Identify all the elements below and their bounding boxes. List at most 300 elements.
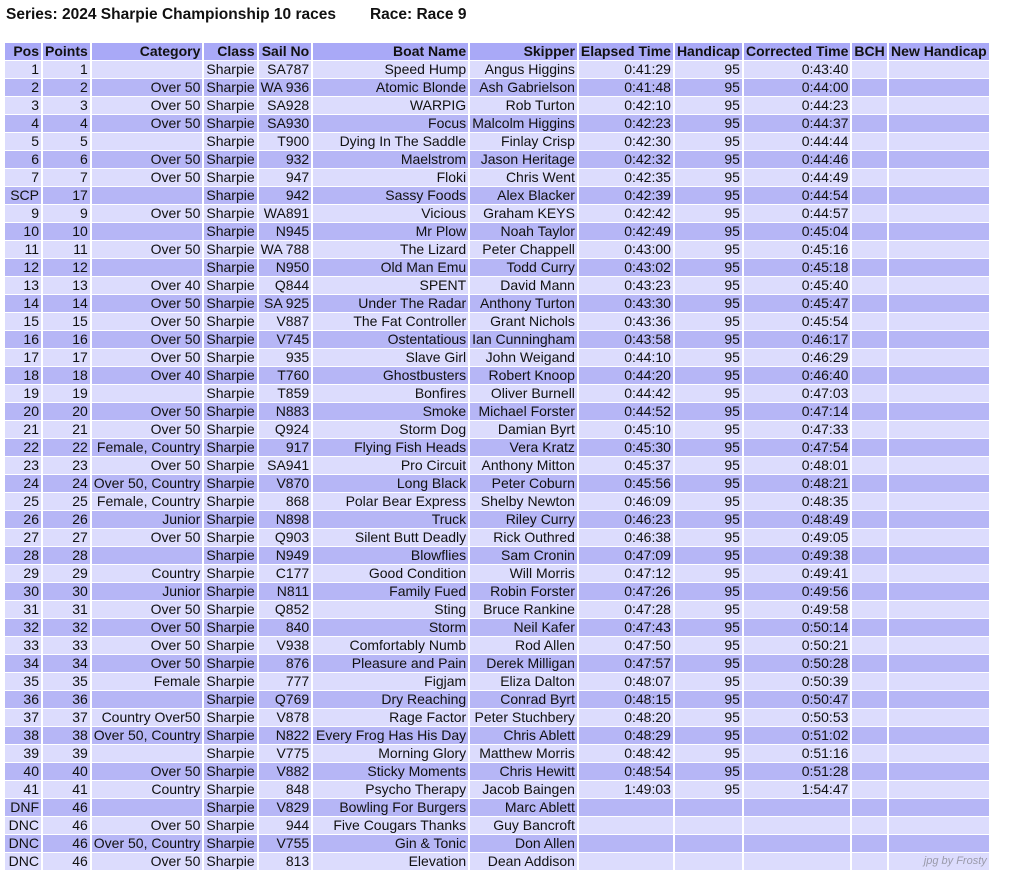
cell-bch [852,169,886,186]
cell-corrected-time [744,835,850,852]
cell-category: Over 40 [92,367,203,384]
cell-bch [852,511,886,528]
cell-corrected-time: 0:44:46 [744,151,850,168]
cell-points: 26 [43,511,90,528]
cell-boat-name: Atomic Blonde [313,79,468,96]
cell-points: 31 [43,601,90,618]
cell-pos: 14 [5,295,41,312]
cell-bch [852,421,886,438]
cell-bch [852,781,886,798]
cell-category [92,259,203,276]
cell-new-handicap [889,673,989,690]
cell-points: 12 [43,259,90,276]
cell-bch [852,187,886,204]
table-row [5,763,989,780]
cell-boat-name: Vicious [313,205,468,222]
table-row [5,403,989,420]
cell-handicap: 95 [675,61,742,78]
cell-pos: 1 [5,61,41,78]
cell-boat-name: Storm Dog [313,421,468,438]
cell-corrected-time: 0:48:35 [744,493,850,510]
table-row [5,511,989,528]
cell-boat-name: Polar Bear Express [313,493,468,510]
cell-skipper: Rob Turton [470,97,577,114]
cell-corrected-time: 0:44:57 [744,205,850,222]
cell-boat-name: Speed Hump [313,61,468,78]
cell-new-handicap [889,421,989,438]
cell-skipper: Noah Taylor [470,223,577,240]
cell-bch [852,601,886,618]
cell-sail-no: V829 [259,799,312,816]
cell-new-handicap [889,835,989,852]
cell-boat-name: The Lizard [313,241,468,258]
cell-new-handicap [889,331,989,348]
cell-class: Sharpie [206,511,255,527]
cell-skipper: Don Allen [470,835,577,852]
cell-sail-no: N949 [259,547,312,564]
cell-corrected-time: 0:49:58 [744,601,850,618]
cell-class: Sharpie [206,223,255,239]
cell-skipper: Matthew Morris [470,745,577,762]
cell-points: 39 [43,745,90,762]
cell-handicap: 95 [675,493,742,510]
cell-category: Over 50, Country [93,835,201,851]
cell-points: 18 [43,367,90,384]
cell-category: Female [92,673,203,690]
cell-class: Sharpie [206,655,255,671]
cell-elapsed-time: 0:47:09 [579,547,673,564]
cell-elapsed-time: 0:46:09 [579,493,673,510]
cell-elapsed-time: 0:42:32 [579,151,673,168]
cell-points: 5 [43,133,90,150]
cell-new-handicap [889,187,989,204]
cell-bch [852,547,886,564]
cell-new-handicap [889,151,989,168]
cell-corrected-time: 0:45:40 [744,277,850,294]
cell-elapsed-time: 0:45:56 [579,475,673,492]
cell-boat-name: Bonfires [313,385,468,402]
cell-corrected-time: 0:45:54 [744,313,850,330]
cell-boat-name: Truck [313,511,468,528]
cell-points: 30 [43,583,90,600]
cell-sail-no: Q903 [259,529,312,546]
cell-points: 23 [43,457,90,474]
cell-elapsed-time: 0:47:57 [579,655,673,672]
cell-handicap: 95 [675,601,742,618]
cell-skipper: Ian Cunningham [472,331,575,347]
cell-corrected-time: 0:44:54 [744,187,850,204]
cell-corrected-time: 0:44:23 [744,97,850,114]
cell-boat-name: Silent Butt Deadly [313,529,468,546]
cell-boat-name: The Fat Controller [313,313,468,330]
cell-boat-name: Focus [313,115,468,132]
cell-elapsed-time: 0:44:42 [579,385,673,402]
cell-class: Sharpie [206,727,255,743]
cell-category [92,799,203,816]
series-title: Series: 2024 Sharpie Championship 10 races [6,6,336,23]
cell-class: Sharpie [206,385,255,401]
cell-corrected-time: 0:47:33 [744,421,850,438]
cell-handicap: 95 [675,259,742,276]
cell-skipper: Peter Coburn [470,475,577,492]
cell-sail-no: V755 [259,835,312,852]
cell-corrected-time: 0:44:00 [744,79,850,96]
cell-category [92,223,203,240]
cell-pos: 41 [5,781,41,798]
cell-bch [852,745,886,762]
cell-class: Sharpie [206,79,255,95]
cell-skipper: Chris Hewitt [470,763,577,780]
cell-sail-no: Q852 [259,601,312,618]
cell-class: Sharpie [206,349,255,365]
cell-points: 7 [43,169,90,186]
cell-bch [852,61,886,78]
cell-bch [852,385,886,402]
cell-elapsed-time: 0:41:48 [579,79,673,96]
table-row [5,493,989,510]
cell-skipper: Grant Nichols [470,313,577,330]
cell-skipper: Finlay Crisp [470,133,577,150]
cell-elapsed-time: 0:44:20 [579,367,673,384]
cell-corrected-time: 0:49:41 [744,565,850,582]
cell-corrected-time: 0:50:53 [744,709,850,726]
cell-skipper: Shelby Newton [470,493,577,510]
cell-new-handicap [889,547,989,564]
cell-new-handicap [889,655,989,672]
column-header-handicap: Handicap [676,43,740,59]
cell-sail-no: T859 [259,385,312,402]
cell-points: 13 [43,277,90,294]
cell-bch [852,205,886,222]
cell-new-handicap [889,709,989,726]
cell-bch [852,835,886,852]
cell-pos: 25 [5,493,41,510]
cell-sail-no: SA941 [259,457,312,474]
cell-corrected-time: 0:50:39 [744,673,850,690]
cell-pos: DNC [5,853,41,870]
cell-bch [852,619,886,636]
cell-points: 6 [43,151,90,168]
cell-elapsed-time: 0:46:23 [579,511,673,528]
cell-pos: 7 [5,169,41,186]
cell-new-handicap [889,511,989,528]
table-row [5,655,989,672]
table-row [5,295,989,312]
cell-handicap: 95 [675,115,742,132]
cell-category [92,691,203,708]
cell-boat-name: Flying Fish Heads [313,439,468,456]
cell-handicap: 95 [675,457,742,474]
cell-points: 32 [43,619,90,636]
cell-category: Over 50, Country [93,475,201,491]
cell-category: Over 50 [92,79,203,96]
cell-bch [852,259,886,276]
cell-new-handicap [889,115,989,132]
table-row [5,115,989,132]
cell-skipper: Anthony Mitton [470,457,577,474]
cell-sail-no: SA930 [259,115,312,132]
cell-new-handicap [889,385,989,402]
cell-boat-name: Dying In The Saddle [313,133,468,150]
column-header-points: Points [45,43,88,59]
cell-skipper: Neil Kafer [470,619,577,636]
cell-points: 29 [43,565,90,582]
cell-points: 46 [43,835,90,852]
cell-bch [852,799,886,816]
cell-handicap: 95 [675,169,742,186]
cell-points: 11 [43,241,90,258]
cell-points: 40 [43,763,90,780]
cell-bch [852,655,886,672]
cell-boat-name: Five Cougars Thanks [313,817,468,834]
cell-skipper: Anthony Turton [470,295,577,312]
cell-corrected-time: 0:43:40 [744,61,850,78]
cell-elapsed-time: 0:47:43 [579,619,673,636]
cell-sail-no: V882 [259,763,312,780]
cell-class: Sharpie [206,313,255,329]
cell-skipper: Sam Cronin [470,547,577,564]
cell-skipper: John Weigand [470,349,577,366]
cell-bch [852,115,886,132]
results-table [3,42,991,871]
cell-category [92,547,203,564]
cell-corrected-time: 0:50:47 [744,691,850,708]
table-row [5,241,989,258]
table-row [5,619,989,636]
cell-elapsed-time: 0:43:30 [579,295,673,312]
cell-points: 16 [43,331,90,348]
cell-class: Sharpie [206,529,255,545]
cell-class: Sharpie [206,799,255,815]
cell-bch [852,331,886,348]
cell-new-handicap [889,727,989,744]
cell-points: 37 [43,709,90,726]
cell-corrected-time: 0:51:02 [744,727,850,744]
cell-sail-no: V887 [259,313,312,330]
cell-boat-name: Gin & Tonic [313,835,468,852]
cell-handicap: 95 [675,223,742,240]
cell-new-handicap [889,97,989,114]
cell-category: Junior [92,583,203,600]
cell-class: Sharpie [206,817,255,833]
cell-elapsed-time: 0:43:02 [579,259,673,276]
cell-elapsed-time: 0:43:36 [579,313,673,330]
cell-boat-name: Floki [313,169,468,186]
cell-points: 17 [43,349,90,366]
cell-category: Over 50 [92,853,203,870]
table-row [5,277,989,294]
cell-category: Over 40 [92,277,203,294]
cell-sail-no: T760 [259,367,312,384]
cell-pos: 22 [5,439,41,456]
cell-bch [852,241,886,258]
cell-sail-no: 917 [259,439,312,456]
cell-elapsed-time: 0:48:07 [579,673,673,690]
cell-corrected-time: 0:45:18 [744,259,850,276]
cell-class: Sharpie [206,475,255,491]
cell-class: Sharpie [206,691,255,707]
cell-skipper: Robin Forster [470,583,577,600]
cell-points: 46 [43,799,90,816]
cell-category: Female, Country [92,493,203,510]
cell-elapsed-time: 0:43:58 [579,331,673,348]
cell-skipper: Derek Milligan [470,655,577,672]
cell-elapsed-time: 0:48:29 [579,727,673,744]
cell-class: Sharpie [206,583,255,599]
cell-handicap: 95 [675,385,742,402]
header-row [5,43,989,60]
column-header-skipper: Skipper [470,43,577,60]
cell-bch [852,583,886,600]
cell-handicap: 95 [675,151,742,168]
cell-handicap: 95 [675,565,742,582]
cell-pos: DNF [5,799,41,816]
cell-bch [852,457,886,474]
table-row [5,583,989,600]
cell-bch [852,853,886,870]
cell-skipper: Chris Ablett [470,727,577,744]
cell-boat-name: Slave Girl [313,349,468,366]
column-header-class: Class [204,43,256,60]
cell-skipper: Graham KEYS [470,205,577,222]
cell-bch [852,349,886,366]
table-row [5,421,989,438]
column-header-new-handicap: New Handicap [889,43,989,60]
cell-sail-no: WA 936 [260,79,310,95]
cell-handicap: 95 [675,547,742,564]
cell-skipper: Todd Curry [470,259,577,276]
cell-elapsed-time: 0:42:49 [579,223,673,240]
cell-new-handicap [889,475,989,492]
table-row [5,835,989,852]
cell-pos: 26 [5,511,41,528]
cell-pos: 19 [5,385,41,402]
cell-sail-no: Q844 [259,277,312,294]
cell-sail-no: 942 [259,187,312,204]
cell-bch [852,529,886,546]
cell-class: Sharpie [206,565,255,581]
cell-skipper: Malcolm Higgins [470,115,577,132]
cell-handicap: 95 [675,367,742,384]
cell-points: 28 [43,547,90,564]
cell-sail-no: 932 [259,151,312,168]
cell-class: Sharpie [206,745,255,761]
cell-new-handicap [889,817,989,834]
cell-points: 10 [43,223,90,240]
cell-handicap: 95 [675,421,742,438]
cell-new-handicap [889,763,989,780]
cell-sail-no: T900 [259,133,312,150]
cell-corrected-time: 0:44:49 [744,169,850,186]
cell-class: Sharpie [206,835,255,851]
cell-class: Sharpie [206,367,255,383]
cell-elapsed-time: 0:48:20 [579,709,673,726]
cell-corrected-time: 0:51:16 [744,745,850,762]
cell-sail-no: 777 [259,673,312,690]
cell-elapsed-time: 0:42:23 [579,115,673,132]
cell-handicap: 95 [675,313,742,330]
cell-elapsed-time: 0:48:15 [579,691,673,708]
cell-boat-name: Good Condition [313,565,468,582]
cell-skipper: Jason Heritage [470,151,577,168]
cell-handicap: 95 [675,277,742,294]
cell-handicap: 95 [675,331,742,348]
cell-sail-no: N898 [259,511,312,528]
cell-boat-name: Blowflies [313,547,468,564]
cell-elapsed-time: 0:41:29 [579,61,673,78]
cell-bch [852,151,886,168]
cell-skipper: Chris Went [470,169,577,186]
cell-pos: 30 [5,583,41,600]
cell-boat-name: Pleasure and Pain [313,655,468,672]
cell-boat-name: Bowling For Burgers [313,799,468,816]
cell-points: 41 [43,781,90,798]
cell-boat-name: SPENT [313,277,468,294]
cell-points: 24 [43,475,90,492]
table-row [5,331,989,348]
cell-handicap [675,853,742,870]
cell-pos: 32 [5,619,41,636]
cell-pos: 38 [5,727,41,744]
cell-elapsed-time: 1:49:03 [579,781,673,798]
cell-pos: 13 [5,277,41,294]
cell-category: Over 50, Country [93,727,201,743]
cell-points: 9 [43,205,90,222]
cell-handicap: 95 [675,781,742,798]
cell-skipper: Michael Forster [470,403,577,420]
cell-points: 2 [43,79,90,96]
cell-handicap: 95 [675,673,742,690]
cell-new-handicap [889,79,989,96]
table-row [5,709,989,726]
cell-pos: 6 [5,151,41,168]
cell-skipper: Marc Ablett [470,799,577,816]
cell-category: Over 50 [92,349,203,366]
cell-class: Sharpie [206,133,255,149]
cell-new-handicap [889,277,989,294]
cell-class: Sharpie [206,457,255,473]
table-row [5,151,989,168]
cell-new-handicap [889,403,989,420]
cell-category [92,385,203,402]
cell-boat-name: Ostentatious [313,331,468,348]
cell-elapsed-time: 0:47:26 [579,583,673,600]
cell-corrected-time [744,799,850,816]
table-row [5,259,989,276]
table-row [5,133,989,150]
cell-category [92,61,203,78]
cell-category: Female, Country [92,439,203,456]
cell-class: Sharpie [206,637,255,653]
column-header-category: Category [92,43,203,60]
cell-pos: 12 [5,259,41,276]
cell-points: 1 [43,61,90,78]
cell-handicap: 95 [675,133,742,150]
cell-category: Over 50 [92,403,203,420]
cell-class: Sharpie [206,421,255,437]
cell-bch [852,367,886,384]
cell-pos: 11 [5,241,41,258]
cell-pos: 40 [5,763,41,780]
cell-elapsed-time: 0:47:28 [579,601,673,618]
cell-class: Sharpie [206,295,255,311]
cell-new-handicap [889,781,989,798]
cell-pos: SCP [5,187,41,204]
cell-points: 25 [43,493,90,510]
cell-points: 3 [43,97,90,114]
cell-pos: 17 [5,349,41,366]
cell-class: Sharpie [206,205,255,221]
